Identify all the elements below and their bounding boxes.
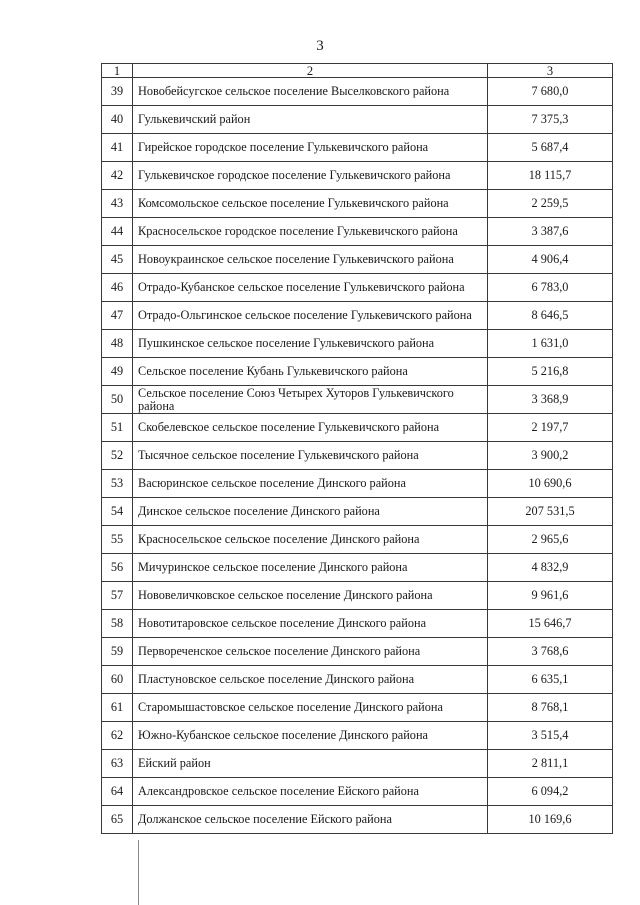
settlement-name-cell bbox=[133, 470, 488, 498]
amount-value: 3 768,6 bbox=[488, 638, 613, 666]
amount-value: 15 646,7 bbox=[488, 610, 613, 638]
settlement-name-cell bbox=[133, 414, 488, 442]
amount-value: 6 635,1 bbox=[488, 666, 613, 694]
settlement-name: Сельское поселение Кубань Гулькевичского района bbox=[138, 364, 408, 379]
amount-value: 3 387,6 bbox=[488, 218, 613, 246]
settlement-name-cell bbox=[133, 498, 488, 526]
amount-value: 1 631,0 bbox=[488, 330, 613, 358]
settlement-name-cell bbox=[133, 358, 488, 386]
settlement-name: Пластуновское сельское поселение Динского района bbox=[138, 672, 415, 687]
settlement-name-cell bbox=[133, 750, 488, 778]
amount-value: 7 680,0 bbox=[488, 78, 613, 106]
row-number: 43 bbox=[102, 190, 133, 218]
settlement-name: Красносельское сельское поселение Динского района bbox=[138, 532, 420, 547]
amount-value: 8 646,5 bbox=[488, 302, 613, 330]
settlement-name-cell bbox=[133, 106, 488, 134]
settlement-name: Первореченское сельское поселение Динского района bbox=[138, 644, 421, 659]
settlement-name: Новотитаровское сельское поселение Динского района bbox=[138, 616, 427, 631]
settlement-name: Динское сельское поселение Динского района bbox=[138, 504, 380, 519]
settlement-name-cell bbox=[133, 246, 488, 274]
settlement-name-cell bbox=[133, 554, 488, 582]
table-row bbox=[102, 638, 613, 666]
row-number: 51 bbox=[102, 414, 133, 442]
table-row bbox=[102, 274, 613, 302]
settlement-name-cell bbox=[133, 806, 488, 834]
settlement-name-cell bbox=[133, 666, 488, 694]
settlement-name-cell bbox=[133, 442, 488, 470]
row-number: 63 bbox=[102, 750, 133, 778]
settlement-name-cell bbox=[133, 162, 488, 190]
settlement-name: Гулькевичский район bbox=[138, 112, 251, 127]
settlement-name-cell bbox=[133, 526, 488, 554]
settlement-name: Новоукраинское сельское поселение Гулькевичского района bbox=[138, 252, 454, 267]
allocation-table bbox=[101, 63, 613, 834]
table-row bbox=[102, 778, 613, 806]
table-row bbox=[102, 330, 613, 358]
table-row bbox=[102, 750, 613, 778]
row-number: 42 bbox=[102, 162, 133, 190]
settlement-name-cell bbox=[133, 582, 488, 610]
table-row bbox=[102, 78, 613, 106]
settlement-name: Тысячное сельское поселение Гулькевичского района bbox=[138, 448, 419, 463]
table-row bbox=[102, 134, 613, 162]
settlement-name-cell bbox=[133, 386, 488, 414]
column-header-number: 1 bbox=[102, 64, 133, 78]
amount-value: 207 531,5 bbox=[488, 498, 613, 526]
row-number: 45 bbox=[102, 246, 133, 274]
settlement-name: Старомышастовское сельское поселение Динского района bbox=[138, 700, 443, 715]
table-body bbox=[102, 78, 613, 834]
settlement-name-cell bbox=[133, 610, 488, 638]
settlement-name: Красносельское городское поселение Гулькевичского района bbox=[138, 224, 458, 239]
amount-value: 2 259,5 bbox=[488, 190, 613, 218]
table-row bbox=[102, 526, 613, 554]
amount-value: 10 690,6 bbox=[488, 470, 613, 498]
settlement-name: Нововеличковское сельское поселение Динского района bbox=[138, 588, 433, 603]
settlement-name: Ейский район bbox=[138, 756, 211, 771]
amount-value: 8 768,1 bbox=[488, 694, 613, 722]
margin-rule bbox=[138, 840, 139, 905]
amount-value: 6 783,0 bbox=[488, 274, 613, 302]
table-row bbox=[102, 246, 613, 274]
settlement-name: Гирейское городское поселение Гулькевичского района bbox=[138, 140, 429, 155]
row-number: 58 bbox=[102, 610, 133, 638]
row-number: 55 bbox=[102, 526, 133, 554]
row-number: 54 bbox=[102, 498, 133, 526]
settlement-name-cell bbox=[133, 778, 488, 806]
table-row bbox=[102, 694, 613, 722]
row-number: 46 bbox=[102, 274, 133, 302]
amount-value: 5 687,4 bbox=[488, 134, 613, 162]
table-row bbox=[102, 806, 613, 834]
settlement-name-cell bbox=[133, 638, 488, 666]
table-header-row bbox=[102, 64, 613, 78]
row-number: 50 bbox=[102, 386, 133, 414]
table-row bbox=[102, 162, 613, 190]
row-number: 40 bbox=[102, 106, 133, 134]
amount-value: 18 115,7 bbox=[488, 162, 613, 190]
settlement-name: Гулькевичское городское поселение Гулькевичского района bbox=[138, 168, 451, 183]
row-number: 64 bbox=[102, 778, 133, 806]
settlement-name: Мичуринское сельское поселение Динского района bbox=[138, 560, 408, 575]
settlement-name-cell bbox=[133, 190, 488, 218]
amount-value: 2 965,6 bbox=[488, 526, 613, 554]
table-row bbox=[102, 106, 613, 134]
settlement-name: Комсомольское сельское поселение Гулькевичского района bbox=[138, 196, 449, 211]
table-row bbox=[102, 190, 613, 218]
settlement-name-cell bbox=[133, 722, 488, 750]
settlement-name: Пушкинское сельское поселение Гулькевичского района bbox=[138, 336, 435, 351]
row-number: 52 bbox=[102, 442, 133, 470]
amount-value: 3 368,9 bbox=[488, 386, 613, 414]
amount-value: 4 906,4 bbox=[488, 246, 613, 274]
table-row bbox=[102, 498, 613, 526]
settlement-name-cell bbox=[133, 694, 488, 722]
table-row bbox=[102, 386, 613, 414]
table-row bbox=[102, 722, 613, 750]
settlement-name-cell bbox=[133, 274, 488, 302]
row-number: 41 bbox=[102, 134, 133, 162]
amount-value: 3 900,2 bbox=[488, 442, 613, 470]
amount-value: 5 216,8 bbox=[488, 358, 613, 386]
row-number: 62 bbox=[102, 722, 133, 750]
settlement-name: Южно-Кубанское сельское поселение Динского района bbox=[138, 728, 428, 743]
row-number: 48 bbox=[102, 330, 133, 358]
column-header-name: 2 bbox=[133, 64, 488, 78]
row-number: 53 bbox=[102, 470, 133, 498]
row-number: 47 bbox=[102, 302, 133, 330]
settlement-name: Новобейсугское сельское поселение Выселковского района bbox=[138, 84, 450, 99]
table-row bbox=[102, 666, 613, 694]
settlement-name-cell bbox=[133, 330, 488, 358]
table-row bbox=[102, 218, 613, 246]
settlement-name: Отрадо-Кубанское сельское поселение Гулькевичского района bbox=[138, 280, 465, 295]
amount-value: 7 375,3 bbox=[488, 106, 613, 134]
amount-value: 6 094,2 bbox=[488, 778, 613, 806]
table-row bbox=[102, 414, 613, 442]
row-number: 39 bbox=[102, 78, 133, 106]
settlement-name: Сельское поселение Союз Четырех Хуторов Гулькевичского района bbox=[138, 386, 454, 413]
row-number: 60 bbox=[102, 666, 133, 694]
amount-value: 2 811,1 bbox=[488, 750, 613, 778]
settlement-name-cell bbox=[133, 302, 488, 330]
row-number: 56 bbox=[102, 554, 133, 582]
row-number: 65 bbox=[102, 806, 133, 834]
table-row bbox=[102, 442, 613, 470]
row-number: 44 bbox=[102, 218, 133, 246]
amount-value: 3 515,4 bbox=[488, 722, 613, 750]
table-row bbox=[102, 554, 613, 582]
table-row bbox=[102, 302, 613, 330]
row-number: 57 bbox=[102, 582, 133, 610]
amount-value: 9 961,6 bbox=[488, 582, 613, 610]
table-row bbox=[102, 582, 613, 610]
amount-value: 10 169,6 bbox=[488, 806, 613, 834]
row-number: 61 bbox=[102, 694, 133, 722]
table-row bbox=[102, 358, 613, 386]
settlement-name-cell bbox=[133, 134, 488, 162]
amount-value: 4 832,9 bbox=[488, 554, 613, 582]
page-number: 3 bbox=[316, 38, 324, 54]
settlement-name: Александровское сельское поселение Ейского района bbox=[138, 784, 419, 799]
settlement-name: Скобелевское сельское поселение Гулькевичского района bbox=[138, 420, 440, 435]
settlement-name-cell bbox=[133, 78, 488, 106]
settlement-name-cell bbox=[133, 218, 488, 246]
column-header-value: 3 bbox=[488, 64, 613, 78]
settlement-name: Васюринское сельское поселение Динского района bbox=[138, 476, 406, 491]
settlement-name: Должанское сельское поселение Ейского района bbox=[138, 812, 392, 827]
amount-value: 2 197,7 bbox=[488, 414, 613, 442]
settlement-name: Отрадо-Ольгинское сельское поселение Гулькевичского района bbox=[138, 308, 472, 323]
table-row bbox=[102, 610, 613, 638]
row-number: 59 bbox=[102, 638, 133, 666]
table-row bbox=[102, 470, 613, 498]
row-number: 49 bbox=[102, 358, 133, 386]
